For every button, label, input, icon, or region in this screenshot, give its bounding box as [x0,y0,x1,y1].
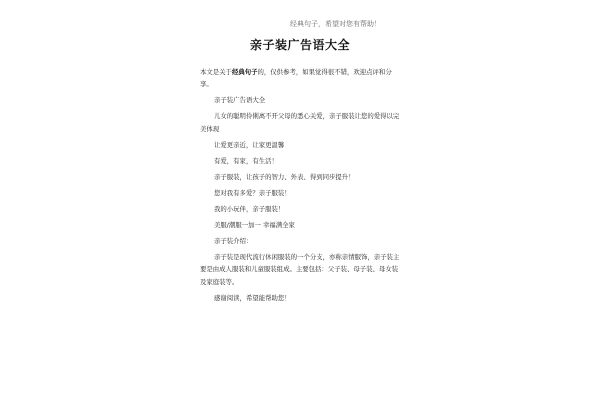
slogan-item: 亲子服装，让孩子的智力、外表、得到同步提升！ [214,172,355,181]
slogan-item: 美服/潮服一加一 幸福满全家 [214,220,295,229]
subtitle-paragraph: 亲子装广告语大全 [214,96,266,105]
slogan-item: 我的小玩伴，亲子服装！ [214,204,285,213]
document-title: 亲子装广告语大全 [249,38,350,52]
intro-suffix: 的，仅供参考，如果觉得很不错，欢迎点评和分享。 [200,68,392,89]
slogan-item: 让爱更亲近，让家更温馨 [214,140,285,149]
document-body [200,66,404,308]
intro-highlight-link[interactable]: 经典句子 [231,68,258,76]
section-heading: 亲子装介绍： [214,236,253,245]
body-paragraph: 儿女的聪明伶俐离不开父母的悉心关爱，亲子服装让您的爱得以完美体现 [200,112,400,133]
intro-paragraph [200,66,404,91]
intro-prefix: 本文是关于 [200,68,232,76]
body-paragraph: 亲子装是现代流行休闲服装的一个分支，亦称亲情服饰，亲子装主要是由成人服装和儿童服装组成。主要包括：父子装、母子装、母女装及家庭装等。 [200,252,400,286]
slogan-item: 您对我有多爱？亲子服装！ [214,188,291,197]
page-header: 经典句子，希望对您有帮助！ [290,20,381,28]
closing-paragraph: 感谢阅读，希望能帮助您！ [214,293,291,302]
slogan-item: 有爱，有家，有生活！ [214,156,278,165]
